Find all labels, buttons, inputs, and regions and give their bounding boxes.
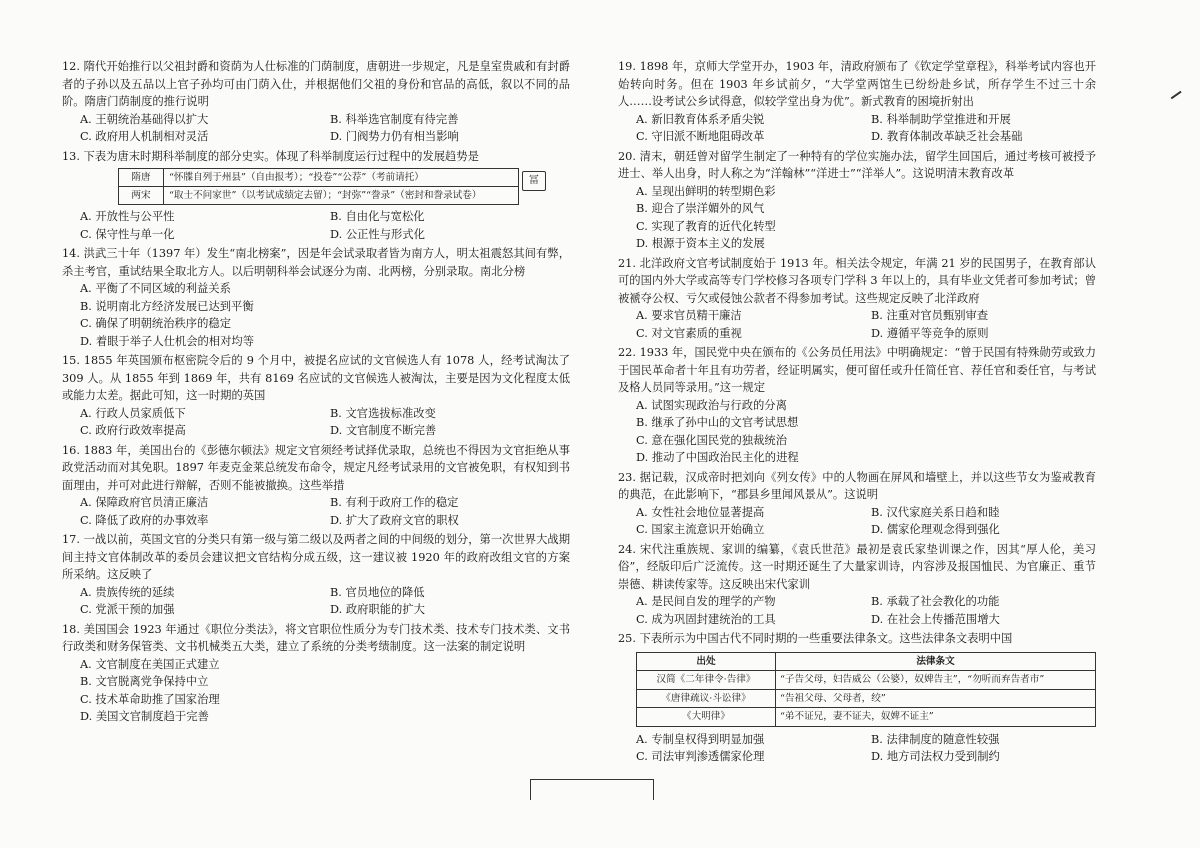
option-d[interactable]: D. 门阀势力仍有相当影响 [330,130,459,143]
answer-options [618,111,1096,146]
table-header: 法律条文 [776,652,1096,671]
answer-options [618,183,1096,253]
table-cell: “子告父母，妇告威公（公婆），奴婢告主”，“勿听而弃告者市” [776,671,1096,690]
answer-options [618,731,1096,766]
option-c[interactable]: C. 政府用人机制相对灵活 [80,130,209,143]
option-b[interactable]: B. 自由化与宽松化 [330,210,425,223]
question-20 [618,148,1096,253]
table-row [119,169,519,187]
question-17 [62,531,570,619]
answer-options [62,111,570,146]
option-c[interactable]: C. 降低了政府的办事效率 [80,513,209,527]
answer-options [62,405,570,440]
option-d[interactable]: D. 美国文官制度趋于完善 [80,710,209,723]
page-number-box [530,779,654,800]
option-b[interactable]: B. 注重对官员甄别审查 [871,309,989,322]
table-cell: 隋唐 [119,169,164,187]
option-b[interactable]: B. 科举制助学堂推进和开展 [871,112,1011,126]
answer-options [62,584,570,619]
question-21 [618,255,1096,343]
question-stem: 14. 洪武三十年（1397 年）发生“南北榜案”，因是年会试录取者皆为南方人，明太祖震怒其间有弊，杀主考官，重试结果全取北方人。以后明朝科举会试逐分为南、北两榜，分别录取。南北分榜 [62,247,570,278]
option-c[interactable]: C. 成为巩固封建统治的工具 [636,612,776,626]
question-16 [62,442,570,530]
table-cell: “怀牒自列于州县”（自由报考）；“投卷”“公荐”（考前请托） [164,169,519,187]
option-a[interactable]: A. 贵族传统的延续 [80,585,175,599]
answer-options [618,593,1096,628]
table-cell: 两宋 [119,187,164,205]
option-c[interactable]: C. 实现了教育的近代化转型 [636,219,776,233]
question-24 [618,541,1096,629]
option-d[interactable]: D. 推动了中国政治民主化的进程 [636,451,799,464]
option-d[interactable]: D. 遵循平等竞争的原则 [871,326,989,340]
question-stem: 25. 下表所示为中国古代不同时期的一些重要法律条文。这些法律条文表明中国 [618,632,1013,645]
option-b[interactable]: B. 文官选拔标准改变 [330,406,436,420]
question-stem: 22. 1933 年，国民党中央在颁布的《公务员任用法》中明确规定：“曾于民国有特殊勋劳或致力于国民革命者十年且有功劳者，经证明属实，便可留任或升任简任官、荐任官和委任官，与考试及格人员同等录用。”这一规定 [618,346,1096,394]
option-b[interactable]: B. 文官脱离党争保持中立 [80,675,209,688]
question-13 [62,148,570,244]
question-19 [618,58,1096,146]
question-stem: 16. 1883 年，美国出台的《彭德尔顿法》规定文官须经考试择优录取，总统也不得因为文官拒绝从事政党活动而对其免职。1897 年麦克金莱总统发布命令，规定凡经考试录用的文官被免职，有权知到书面理由，并可对此进行辩解，否则不能被撤换。这些举措 [62,443,570,492]
option-d[interactable]: D. 政府职能的扩大 [330,603,425,616]
question-12 [62,58,570,146]
question-14 [62,245,570,350]
option-c[interactable]: C. 意在强化国民党的独裁统治 [636,433,787,447]
option-c[interactable]: C. 守旧派不断地阻碍改革 [636,130,765,143]
option-c[interactable]: C. 党派干预的加强 [80,603,175,616]
table-row [119,187,519,205]
option-b[interactable]: B. 科举选官制度有待完善 [330,112,459,126]
question-18 [62,621,570,726]
option-c[interactable]: C. 保守性与单一化 [80,227,175,241]
question-stem: 24. 宋代注重族规、家训的编纂，《袁氏世范》最初是袁氏家垫训课之作，因其“厚人伦，美习俗”，经版印后广泛流传。这一时期还诞生了大量家训诗，内容涉及报国恤民、为官廉正、重节崇德、耕读传家等。这反映出宋代家训 [618,542,1096,591]
table-cell: “告祖父母、父母者，绞” [776,689,1096,708]
option-a[interactable]: A. 文官制度在美国正式建立 [80,657,220,671]
question-stem: 15. 1855 年英国颁布枢密院令后的 9 个月中，被提名应试的文官候选人有 1078 人，经考试淘汰了 309 人。从 1855 年到 1869 年，共有 8169 名应试的文官候选人被淘汰，主要是因为文化程度太低或能力太差。据此可知，这一时期的英国 [62,354,570,402]
option-c[interactable]: C. 对文官素质的重视 [636,326,742,340]
option-a[interactable]: A. 是民间自发的理学的产物 [636,595,776,608]
table-header-row [637,652,1096,671]
option-a[interactable]: A. 保障政府官员清正廉洁 [80,496,209,509]
option-b[interactable]: B. 说明南北方经济发展已达到平衡 [80,299,254,313]
option-a[interactable]: A. 王朝统治基础得以扩大 [80,112,209,126]
left-column [62,58,570,728]
question-stem: 20. 清末，朝廷曾对留学生制定了一种特有的学位实施办法，留学生回国后，通过考核可被授予进士、举人出身，时人称之为“洋翰林”“洋进士”“洋举人”。这说明清末教育改革 [618,149,1096,180]
option-a[interactable]: A. 女性社会地位显著提高 [636,505,765,519]
option-d[interactable]: D. 公正性与形式化 [330,227,425,241]
option-a[interactable]: A. 开放性与公平性 [80,210,175,223]
option-b[interactable]: B. 汉代家庭关系日趋和睦 [871,505,1000,519]
option-a[interactable]: A. 新旧教育体系矛盾尖锐 [636,112,765,126]
answer-options [62,280,570,350]
question-22 [618,344,1096,467]
option-c[interactable]: C. 技术革命助推了国家治理 [80,692,220,706]
question-stem: 19. 1898 年，京师大学堂开办，1903 年，清政府颁布了《钦定学堂章程》，科举考试内容也开始转向时务。但在 1903 年乡试前夕，“大学堂两馆生已纷纷赴乡试，所存学生不过三十余人……设考试公乡试得意，似较学堂出身为优”。新式教育的困境折射出 [618,60,1096,108]
option-b[interactable]: B. 迎合了崇洋媚外的风气 [636,202,765,215]
question-23 [618,469,1096,539]
question-stem: 17. 一战以前，英国文官的分类只有第一级与第二级以及两者之间的中间级的划分，第一次世界大战期间主持文官体制改革的委员会建议把文官结构分成五级，这一建议被 1920 年的政府改组文官的方案所采纳。这反映了 [62,533,570,581]
option-c[interactable]: C. 国家主流意识开始确立 [636,523,765,536]
table-row [637,671,1096,690]
option-a[interactable]: A. 平衡了不同区域的利益关系 [80,282,231,295]
option-b[interactable]: B. 官员地位的降低 [330,585,425,599]
option-a[interactable]: A. 试图实现政治与行政的分离 [636,398,787,412]
law-table [636,652,1096,727]
table-cell: 《大明律》 [637,708,776,727]
table-cell: “取士不问家世”（以考试成绩定去留）；“封弥”“誊录”（密封和誊录试卷） [164,187,519,205]
option-b[interactable]: B. 承载了社会教化的功能 [871,595,1000,608]
option-a[interactable]: A. 呈现出鲜明的转型期色彩 [636,184,776,198]
table-cell: “弟不证兄，妻不证夫，奴婢不证主” [776,708,1096,727]
answer-options [618,504,1096,539]
table-cell: 《唐律疏议·斗讼律》 [637,689,776,708]
table-row [637,708,1096,727]
question-stem: 23. 据记载，汉成帝时把刘向《列女传》中的人物画在屏风和墙壁上，并以这些节女为鉴戒教育的典范，在此影响下，“郡县乡里闻风景从”。这说明 [618,470,1096,501]
option-a[interactable]: A. 专制皇权得到明显加强 [636,732,765,746]
pen-mark [1171,91,1182,99]
question-stem: 13. 下表为唐末时期科举制度的部分史实。体现了科举制度运行过程中的发展趋势是 [62,149,479,163]
answer-options [62,494,570,529]
stamp-mark: 冨 [522,171,546,191]
table-cell: 汉简《二年律令·告律》 [637,671,776,690]
option-c[interactable]: C. 确保了明朝统治秩序的稳定 [80,317,231,330]
option-d[interactable]: D. 地方司法权力受到制约 [871,750,1000,763]
option-c[interactable]: C. 司法审判渗透儒家伦理 [636,750,765,763]
answer-options [618,397,1096,467]
answer-options [618,307,1096,342]
option-a[interactable]: A. 要求官员精干廉洁 [636,309,742,322]
table-row [637,689,1096,708]
right-column [618,58,1096,768]
table-header: 出处 [637,652,776,671]
option-b[interactable]: B. 法律制度的随意性较强 [871,732,1000,746]
question-stem: 21. 北洋政府文官考试制度始于 1913 年。相关法令规定，年满 21 岁的民国男子，在教育部认可的国内外大学或高等专门学校修习各项专门学科 3 年以上的，具有毕业文凭者可参加考试；曾被褫夺公权、亏欠或侵蚀公款者不得参加考试。这些规定反映了北洋政府 [618,256,1096,305]
history-table [118,168,519,205]
option-d[interactable]: D. 着眼于举子人仕机会的相对均等 [80,334,254,348]
answer-options [62,656,570,726]
answer-options [62,208,570,243]
question-25 [618,630,1096,766]
question-stem: 12. 隋代开始推行以父祖封爵和资荫为人仕标准的门荫制度，唐朝进一步规定，凡是皇室贵戚和有封爵者的子孙以及五品以上官子孙均可由门荫入仕，并根据他们父祖的身份和官品的高低，叙以不同的品阶。隋唐门荫制度的推行说明 [62,60,570,108]
option-c[interactable]: C. 政府行政效率提高 [80,424,186,437]
option-b[interactable]: B. 有利于政府工作的稳定 [330,496,459,509]
option-d[interactable]: D. 儒家伦理观念得到强化 [871,523,1000,536]
option-d[interactable]: D. 教育体制改革缺乏社会基础 [871,130,1023,143]
option-d[interactable]: D. 文官制度不断完善 [330,424,437,437]
option-d[interactable]: D. 根源于资本主义的发展 [636,237,765,250]
option-d[interactable]: D. 在社会上传播范围增大 [871,612,1000,626]
option-b[interactable]: B. 继承了孙中山的文官考试思想 [636,416,799,429]
option-d[interactable]: D. 扩大了政府文官的职权 [330,513,459,527]
question-stem: 18. 美国国会 1923 年通过《职位分类法》，将文官职位性质分为专门技术类、技术专门技术类、文书行政类和财务保管类、文书机械类五大类，建立了系统的分类考绩制度。这一法案的制定说明 [62,622,570,653]
option-a[interactable]: A. 行政人员家质低下 [80,406,186,420]
question-15 [62,352,570,440]
